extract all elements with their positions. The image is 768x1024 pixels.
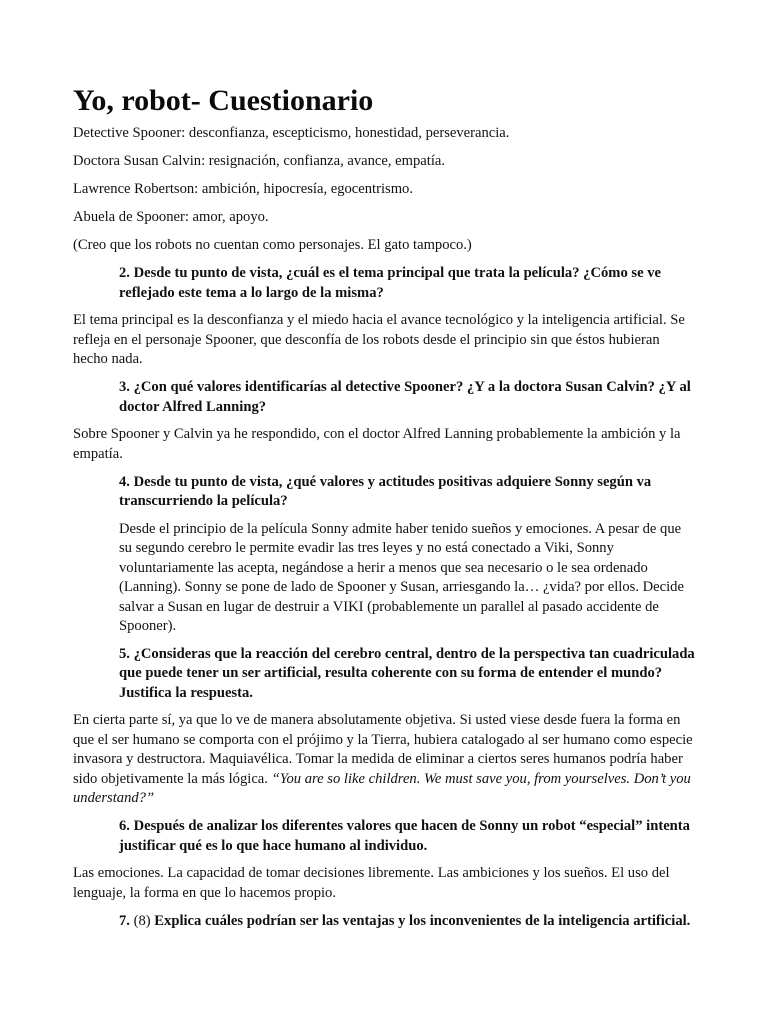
question-7-score: (8) bbox=[133, 912, 151, 929]
characters-note: (Creo que los robots no cuentan como personajes. El gato tampoco.) bbox=[73, 237, 472, 253]
character-abuela: Abuela de Spooner: amor, apoyo. bbox=[73, 209, 269, 225]
answer-3: Sobre Spooner y Calvin ya he respondido, con el doctor Alfred Lanning probablemente la ambición y la empatía. bbox=[73, 426, 681, 462]
page-title: Yo, robot- Cuestionario bbox=[73, 84, 374, 117]
answer-5-text: En cierta parte sí, ya que lo ve de manera absolutamente objetiva. Si usted viese desde fuera la forma en que el ser humano se comporta con el prójimo y la Tierra, hubiera catalogado al ser humano como especie invasora y destructora. Maquiavélica. Tomar la medida de eliminar a ciertos seres humanos podría haber sido objetivamente la más lógica. bbox=[73, 712, 693, 787]
question-4: 4. Desde tu punto de vista, ¿qué valores y actitudes positivas adquiere Sonny según va transcurriendo la película? bbox=[119, 473, 652, 509]
question-6: 6. Después de analizar los diferentes valores que hacen de Sonny un robot “especial” intenta justificar qué es lo que hace humano al individuo. bbox=[119, 818, 690, 854]
question-2: 2. Desde tu punto de vista, ¿cuál es el tema principal que trata la película? ¿Cómo se ve reflejado este tema a lo largo de la misma? bbox=[119, 265, 661, 301]
question-7 bbox=[119, 912, 695, 932]
question-3: 3. ¿Con qué valores identificarías al detective Spooner? ¿Y a la doctora Susan Calvin? ¿Y al doctor Alfred Lanning? bbox=[119, 379, 691, 415]
question-7-text: Explica cuáles podrían ser las ventajas y los inconvenientes de la inteligencia artificial. bbox=[154, 912, 691, 929]
answer-4: Desde el principio de la película Sonny admite haber tenido sueños y emociones. A pesar de que su segundo cerebro le permite evadir las tres leyes y no está conectado a Viki, Sonny voluntariamente las acepta, negándose a herir a menos que sea necesario o le sea ordenado (Lanning). Sonny se pone de lado de Spooner y Susan, arriesgando la… ¿vida? por ellos. Decide salvar a Susan en lugar de destruir a VIKI (probablemente un parallel al pasado accidente de Spooner). bbox=[119, 520, 684, 634]
answer-5-quote: “You are so like children. We must save you, from yourselves. Don’t you understand?” bbox=[73, 770, 691, 806]
character-calvin: Doctora Susan Calvin: resignación, confianza, avance, empatía. bbox=[73, 153, 445, 169]
answer-6: Las emociones. La capacidad de tomar decisiones libremente. Las ambiciones y los sueños. El uso del lenguaje, la forma en que lo hacemos propio. bbox=[73, 865, 670, 901]
question-5: 5. ¿Consideras que la reacción del cerebro central, dentro de la perspectiva tan cuadriculada que puede tener un ser artificial, resulta coherente con su forma de entender el mundo? Justifica la respuesta. bbox=[119, 645, 695, 701]
character-robertson: Lawrence Robertson: ambición, hipocresía, egocentrismo. bbox=[73, 181, 414, 197]
document-body bbox=[73, 124, 695, 939]
character-spooner: Detective Spooner: desconfianza, escepticismo, honestidad, perseverancia. bbox=[73, 125, 510, 141]
answer-2: El tema principal es la desconfianza y el miedo hacia el avance tecnológico y la inteligencia artificial. Se refleja en el personaje Spooner, que desconfía de los robots desde el principio sin que éstos hubieran hecho nada. bbox=[73, 312, 685, 367]
answer-5 bbox=[73, 711, 695, 809]
question-7-number: 7. bbox=[119, 912, 130, 929]
